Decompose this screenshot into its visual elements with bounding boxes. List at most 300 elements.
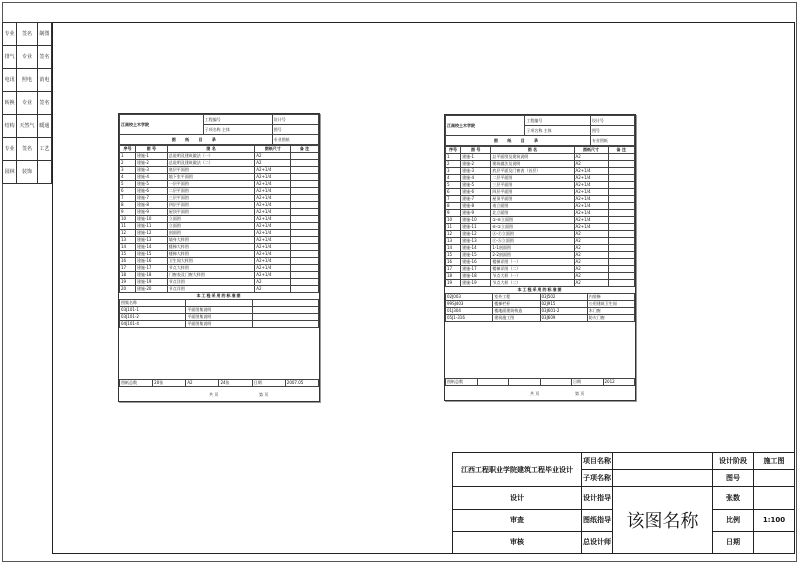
page-number: 第 页: [259, 392, 269, 397]
table-row: [446, 217, 635, 224]
table-cell: [291, 202, 319, 209]
footer-cell: 2012: [603, 379, 635, 386]
table-cell: [608, 280, 634, 287]
table-cell: 18: [446, 273, 461, 280]
table-cell: A2+1/4: [574, 189, 608, 196]
table-cell: 建施-5: [135, 181, 167, 188]
table-cell: 2: [120, 160, 136, 167]
standard-cell: 楼梯栏杆: [493, 301, 540, 308]
meta-cell: 专业图纸: [272, 135, 318, 145]
strip-label: 排气: [3, 46, 17, 69]
page-count: 共 页: [209, 392, 219, 397]
table-cell: [291, 174, 319, 181]
sheet-count-label: 张数: [713, 487, 754, 509]
table-cell: 7: [120, 195, 136, 202]
strip-label: 消电: [37, 69, 51, 92]
standard-row: [446, 308, 635, 315]
table-cell: [608, 231, 634, 238]
table-cell: 建施-10: [461, 217, 491, 224]
table-cell: 三层平面图: [167, 195, 255, 202]
table-cell: 12: [446, 231, 461, 238]
table-row: [120, 174, 319, 181]
table-cell: 一层平面图: [167, 181, 255, 188]
meta-cell: 专业图纸: [590, 136, 634, 146]
strip-label: 专业: [3, 138, 17, 161]
table-cell: 14: [120, 244, 136, 251]
table-cell: A2+1/4: [574, 210, 608, 217]
table-cell: 建施-9: [135, 209, 167, 216]
table-cell: [608, 273, 634, 280]
column-header: 图纸尺寸: [574, 147, 608, 154]
table-cell: 建施-20: [135, 286, 167, 293]
column-header: 图 号: [135, 146, 167, 153]
strip-cell: [37, 161, 51, 184]
strip-label: 签名: [37, 92, 51, 115]
standard-cell: 图集名称: [120, 300, 186, 307]
table-cell: 4: [446, 175, 461, 182]
table-row: [446, 238, 635, 245]
table-cell: 建施-18: [461, 273, 491, 280]
table-cell: [608, 238, 634, 245]
table-cell: 建施-14: [135, 244, 167, 251]
table-cell: 5: [120, 181, 136, 188]
standard-cell: [186, 300, 252, 307]
table-cell: [291, 258, 319, 265]
header-cell: 子项名称 主体: [525, 126, 591, 136]
table-cell: 6: [120, 188, 136, 195]
table-cell: 19: [120, 279, 136, 286]
table-cell: 17: [120, 265, 136, 272]
table-row: [120, 265, 319, 272]
table-row: [120, 237, 319, 244]
audit-label: 审查: [510, 516, 524, 525]
table-cell: 5: [446, 182, 461, 189]
table-cell: 建施-11: [461, 224, 491, 231]
header-cell: 工程编号: [525, 116, 591, 126]
table-cell: 总平面图及建筑说明: [491, 154, 574, 161]
table-cell: 建施-3: [461, 168, 491, 175]
table-cell: [291, 209, 319, 216]
table-cell: A2: [574, 238, 608, 245]
table-cell: 屋顶平面图: [491, 196, 574, 203]
column-header: 图 名: [491, 147, 574, 154]
table-cell: A2+1/4: [255, 251, 291, 258]
table-cell: 建施-17: [461, 266, 491, 273]
table-cell: A2+1/4: [255, 174, 291, 181]
table-row: [120, 230, 319, 237]
standard-cell: 99SJ403: [446, 301, 493, 308]
standard-cell: 防火门窗: [587, 315, 634, 322]
table-cell: 11: [120, 223, 136, 230]
table-cell: 建施-5: [461, 182, 491, 189]
table-cell: 三层平面图: [491, 182, 574, 189]
table-cell: 18: [120, 272, 136, 279]
table-cell: [608, 252, 634, 259]
table-cell: A2+1/4: [255, 167, 291, 174]
table-cell: [291, 160, 319, 167]
footer-cell: [477, 379, 509, 386]
table-cell: A2+1/4: [574, 168, 608, 175]
footer-cell: 日期: [572, 379, 604, 386]
page-number: 第 页: [575, 391, 585, 396]
table-cell: 11: [446, 224, 461, 231]
standard-cell: 内装修: [587, 294, 634, 301]
strip-label: 转换: [3, 92, 17, 115]
footer-cell: 图纸总数: [120, 380, 153, 387]
table-cell: A2+1/4: [255, 188, 291, 195]
table-cell: 17: [446, 266, 461, 273]
subproject-value: [613, 470, 713, 487]
table-cell: [608, 168, 634, 175]
scale-label: 比例: [713, 509, 754, 531]
table-cell: 建施-16: [135, 258, 167, 265]
standard-cell: 室外工程: [493, 294, 540, 301]
table-cell: 建施-17: [135, 265, 167, 272]
column-header: 图 号: [461, 147, 491, 154]
column-header: 备 注: [608, 147, 634, 154]
table-cell: 12: [120, 230, 136, 237]
table-cell: [291, 167, 319, 174]
strip-label: 照电: [17, 69, 38, 92]
table-cell: [608, 203, 634, 210]
table-cell: A2+1/4: [255, 181, 291, 188]
table-cell: 剖面图: [167, 230, 255, 237]
table-row: [120, 153, 319, 160]
standard-cell: [252, 300, 318, 307]
standard-cell: 03J101-2: [120, 314, 186, 321]
table-row: [446, 203, 635, 210]
date-value: [754, 531, 795, 553]
header-cell: 设计号: [590, 116, 634, 126]
column-header: 图 名: [167, 146, 255, 153]
table-cell: 建施-8: [461, 203, 491, 210]
table-cell: A2+1/4: [255, 209, 291, 216]
standard-cell: 05J1-316: [446, 315, 493, 322]
table-cell: 9: [120, 209, 136, 216]
table-cell: 二层平面图: [491, 175, 574, 182]
table-cell: 建施-6: [135, 188, 167, 195]
table-cell: A2+1/4: [255, 265, 291, 272]
standard-row: [446, 315, 635, 322]
table-row: [120, 223, 319, 230]
table-row: [120, 188, 319, 195]
title-block: [452, 452, 795, 554]
table-cell: A2+1/4: [255, 202, 291, 209]
table-row: [446, 245, 635, 252]
standard-cell: [252, 321, 318, 328]
table-cell: 建施-16: [461, 259, 491, 266]
table-row: [446, 266, 635, 273]
table-row: [446, 161, 635, 168]
table-cell: [608, 161, 634, 168]
strip-label: 工艺: [37, 138, 51, 161]
table-cell: 1: [120, 153, 136, 160]
drawing-no-label: 图号: [713, 470, 754, 487]
table-cell: A2: [574, 161, 608, 168]
footer-cell: 2007.05: [285, 380, 318, 387]
table-cell: [608, 259, 634, 266]
table-cell: 建施-3: [135, 167, 167, 174]
table-row: [446, 259, 635, 266]
signature-strip: [2, 22, 52, 212]
table-cell: 1-1剖面图: [491, 245, 574, 252]
footer-cell: 20张: [153, 380, 186, 387]
table-row: [446, 189, 635, 196]
table-cell: 门窗表及门窗大样图: [167, 272, 255, 279]
table-cell: [291, 181, 319, 188]
drawing-index-sheet-right: [444, 114, 636, 401]
table-cell: A2: [574, 273, 608, 280]
table-cell: 建施-18: [135, 272, 167, 279]
table-cell: [291, 251, 319, 258]
table-row: [120, 160, 319, 167]
table-cell: [291, 265, 319, 272]
strip-label: 装饰: [17, 161, 38, 184]
table-row: [120, 286, 319, 293]
table-cell: 墙身大样图: [167, 237, 255, 244]
table-cell: 四层平面图: [167, 202, 255, 209]
table-cell: 建施-13: [461, 238, 491, 245]
header-cell: 图号: [272, 125, 318, 135]
table-row: [120, 209, 319, 216]
table-cell: 建施-15: [461, 252, 491, 259]
column-header: 序号: [120, 146, 136, 153]
table-cell: [291, 279, 319, 286]
strip-label: 专业: [17, 92, 38, 115]
standard-drawings-title: 本工程采用的标准图: [517, 287, 563, 292]
table-row: [446, 210, 635, 217]
standard-row: [120, 307, 319, 314]
table-cell: 节点大样（一）: [491, 273, 574, 280]
table-cell: A2: [574, 252, 608, 259]
strip-label: 签名: [17, 23, 38, 46]
table-row: [120, 251, 319, 258]
standard-cell: 平面图集说明: [186, 307, 252, 314]
table-cell: 屋顶平面图: [167, 209, 255, 216]
table-cell: 7: [446, 196, 461, 203]
table-cell: A2: [574, 154, 608, 161]
standard-cell: [252, 314, 318, 321]
table-cell: 建施-12: [461, 231, 491, 238]
table-cell: 8: [120, 202, 136, 209]
standard-cell: 建筑施工图: [493, 315, 540, 322]
table-cell: A2+1/4: [574, 203, 608, 210]
table-row: [120, 244, 319, 251]
table-cell: 楼梯详图（一）: [491, 259, 574, 266]
table-cell: [291, 153, 319, 160]
table-cell: 底层平面及门窗表（首层）: [491, 168, 574, 175]
table-cell: 建施-7: [135, 195, 167, 202]
footer-cell: [540, 379, 572, 386]
table-cell: 楼梯大样图: [167, 251, 255, 258]
header-cell: 子项名称 主体: [203, 125, 272, 135]
design-stage-label: 设计阶段: [713, 453, 754, 470]
table-cell: 建施-2: [461, 161, 491, 168]
table-cell: 建施-4: [135, 174, 167, 181]
table-cell: A2+1/4: [255, 216, 291, 223]
table-cell: [608, 182, 634, 189]
table-cell: A2: [255, 286, 291, 293]
table-cell: A2+1/4: [255, 258, 291, 265]
table-cell: 建施-14: [461, 245, 491, 252]
table-cell: 19: [446, 280, 461, 287]
standard-cell: 02J003: [446, 294, 493, 301]
table-cell: [291, 237, 319, 244]
table-cell: 建施-7: [461, 196, 491, 203]
table-cell: A2: [574, 259, 608, 266]
table-cell: 建施-9: [461, 210, 491, 217]
table-cell: [608, 224, 634, 231]
table-cell: 建施-2: [135, 160, 167, 167]
standard-cell: 03J502: [540, 294, 587, 301]
standard-cell: 公用建筑卫生间: [587, 301, 634, 308]
review-label: 审核: [510, 538, 524, 547]
standard-cell: 04J101-4: [120, 321, 186, 328]
drawing-guide-label: 图纸指导: [582, 509, 613, 531]
table-cell: [608, 217, 634, 224]
table-row: [446, 154, 635, 161]
header-cell: 设计号: [272, 115, 318, 125]
table-cell: ⑥-①立面图: [491, 224, 574, 231]
table-cell: 6: [446, 189, 461, 196]
table-cell: A2: [574, 280, 608, 287]
table-cell: 4: [120, 174, 136, 181]
date-label: 日期: [713, 531, 754, 553]
school-title: 江西工程职业学院建筑工程毕业设计: [453, 453, 582, 487]
drawing-index-sheet-left: [118, 113, 320, 402]
table-cell: 建施-13: [135, 237, 167, 244]
table-cell: 15: [446, 252, 461, 259]
table-cell: A2+1/4: [255, 195, 291, 202]
project-label: 项目名称: [582, 453, 613, 470]
strip-label: 电讯: [3, 69, 17, 92]
table-cell: [291, 230, 319, 237]
table-cell: 2: [446, 161, 461, 168]
standard-row: [120, 321, 319, 328]
table-cell: [291, 195, 319, 202]
footer-cell: [509, 379, 541, 386]
standard-row: [120, 300, 319, 307]
chief-label: 总设计师: [582, 531, 613, 553]
column-header: 备 注: [291, 146, 319, 153]
design-guide-label: 设计指导: [582, 487, 613, 509]
standard-cell: 平面图集说明: [186, 314, 252, 321]
table-cell: 二层平面图: [167, 188, 255, 195]
standard-cell: 木门窗: [587, 308, 634, 315]
table-cell: A2: [574, 231, 608, 238]
table-cell: Ⓕ-Ⓐ立面图: [491, 238, 574, 245]
table-cell: 14: [446, 245, 461, 252]
table-cell: A2+1/4: [574, 175, 608, 182]
table-cell: A2+1/4: [574, 182, 608, 189]
table-cell: 节点详图: [167, 286, 255, 293]
table-cell: 北立面图: [491, 210, 574, 217]
standard-cell: 03J601-2: [540, 308, 587, 315]
table-cell: A2: [574, 266, 608, 273]
table-cell: A2: [255, 153, 291, 160]
table-row: [446, 252, 635, 259]
table-cell: 总说明及建筑做法（一）: [167, 153, 255, 160]
table-cell: 建施-4: [461, 175, 491, 182]
table-cell: 南立面图: [491, 203, 574, 210]
table-cell: 10: [446, 217, 461, 224]
page-count: 共 页: [530, 391, 540, 396]
strip-label: 暖通: [37, 115, 51, 138]
strip-label: 园林: [3, 161, 17, 184]
strip-label: 专业: [3, 23, 17, 46]
table-cell: 建施-8: [135, 202, 167, 209]
table-cell: A2+1/4: [574, 196, 608, 203]
table-cell: 底层平面图: [167, 167, 255, 174]
drawing-no-value: [754, 470, 795, 487]
table-cell: A2+1/4: [255, 223, 291, 230]
standard-row: [446, 294, 635, 301]
table-cell: 建施-15: [135, 251, 167, 258]
strip-label: 专业: [17, 46, 38, 69]
table-cell: 建施-6: [461, 189, 491, 196]
table-row: [446, 224, 635, 231]
school-name: 江南校土木学院: [446, 116, 525, 136]
table-row: [446, 168, 635, 175]
sheet-title: 图 纸 目 录: [446, 136, 591, 146]
strip-label: 结构: [3, 115, 17, 138]
table-cell: 9: [446, 210, 461, 217]
subproject-label: 子项名称: [582, 470, 613, 487]
sheet-count-value: [754, 487, 795, 509]
table-cell: [608, 245, 634, 252]
table-cell: 楼梯详图（二）: [491, 266, 574, 273]
table-cell: [608, 266, 634, 273]
table-cell: 1: [446, 154, 461, 161]
table-cell: 节点大样图: [167, 265, 255, 272]
table-cell: [608, 210, 634, 217]
table-cell: 立面图: [167, 223, 255, 230]
table-cell: [608, 196, 634, 203]
header-cell: 图号: [590, 126, 634, 136]
table-cell: A2+1/4: [255, 230, 291, 237]
table-cell: 建施-12: [135, 230, 167, 237]
sheet-title: 图 纸 目 录: [120, 135, 273, 145]
table-row: [120, 195, 319, 202]
table-cell: [291, 286, 319, 293]
table-cell: 16: [120, 258, 136, 265]
table-row: [120, 279, 319, 286]
standard-drawings-title: 本工程采用的标准图: [196, 293, 242, 298]
standard-cell: 楼地面建筑构造: [493, 308, 540, 315]
standard-row: [120, 314, 319, 321]
table-cell: [608, 154, 634, 161]
standard-cell: [252, 307, 318, 314]
header-cell: 工程编号: [203, 115, 272, 125]
strip-label: 签名: [37, 46, 51, 69]
table-cell: 2-2剖面图: [491, 252, 574, 259]
table-cell: 建施-1: [461, 154, 491, 161]
table-cell: 楼梯大样图: [167, 244, 255, 251]
table-cell: [608, 189, 634, 196]
table-cell: 建施-19: [461, 280, 491, 287]
table-row: [120, 181, 319, 188]
table-row: [446, 196, 635, 203]
table-cell: [291, 188, 319, 195]
standard-cell: 03J101-1: [120, 307, 186, 314]
drawing-name: 该图名称: [613, 487, 713, 554]
table-cell: [608, 175, 634, 182]
table-cell: 13: [120, 237, 136, 244]
table-row: [120, 167, 319, 174]
table-cell: [291, 272, 319, 279]
table-cell: [291, 244, 319, 251]
table-cell: A2: [574, 245, 608, 252]
